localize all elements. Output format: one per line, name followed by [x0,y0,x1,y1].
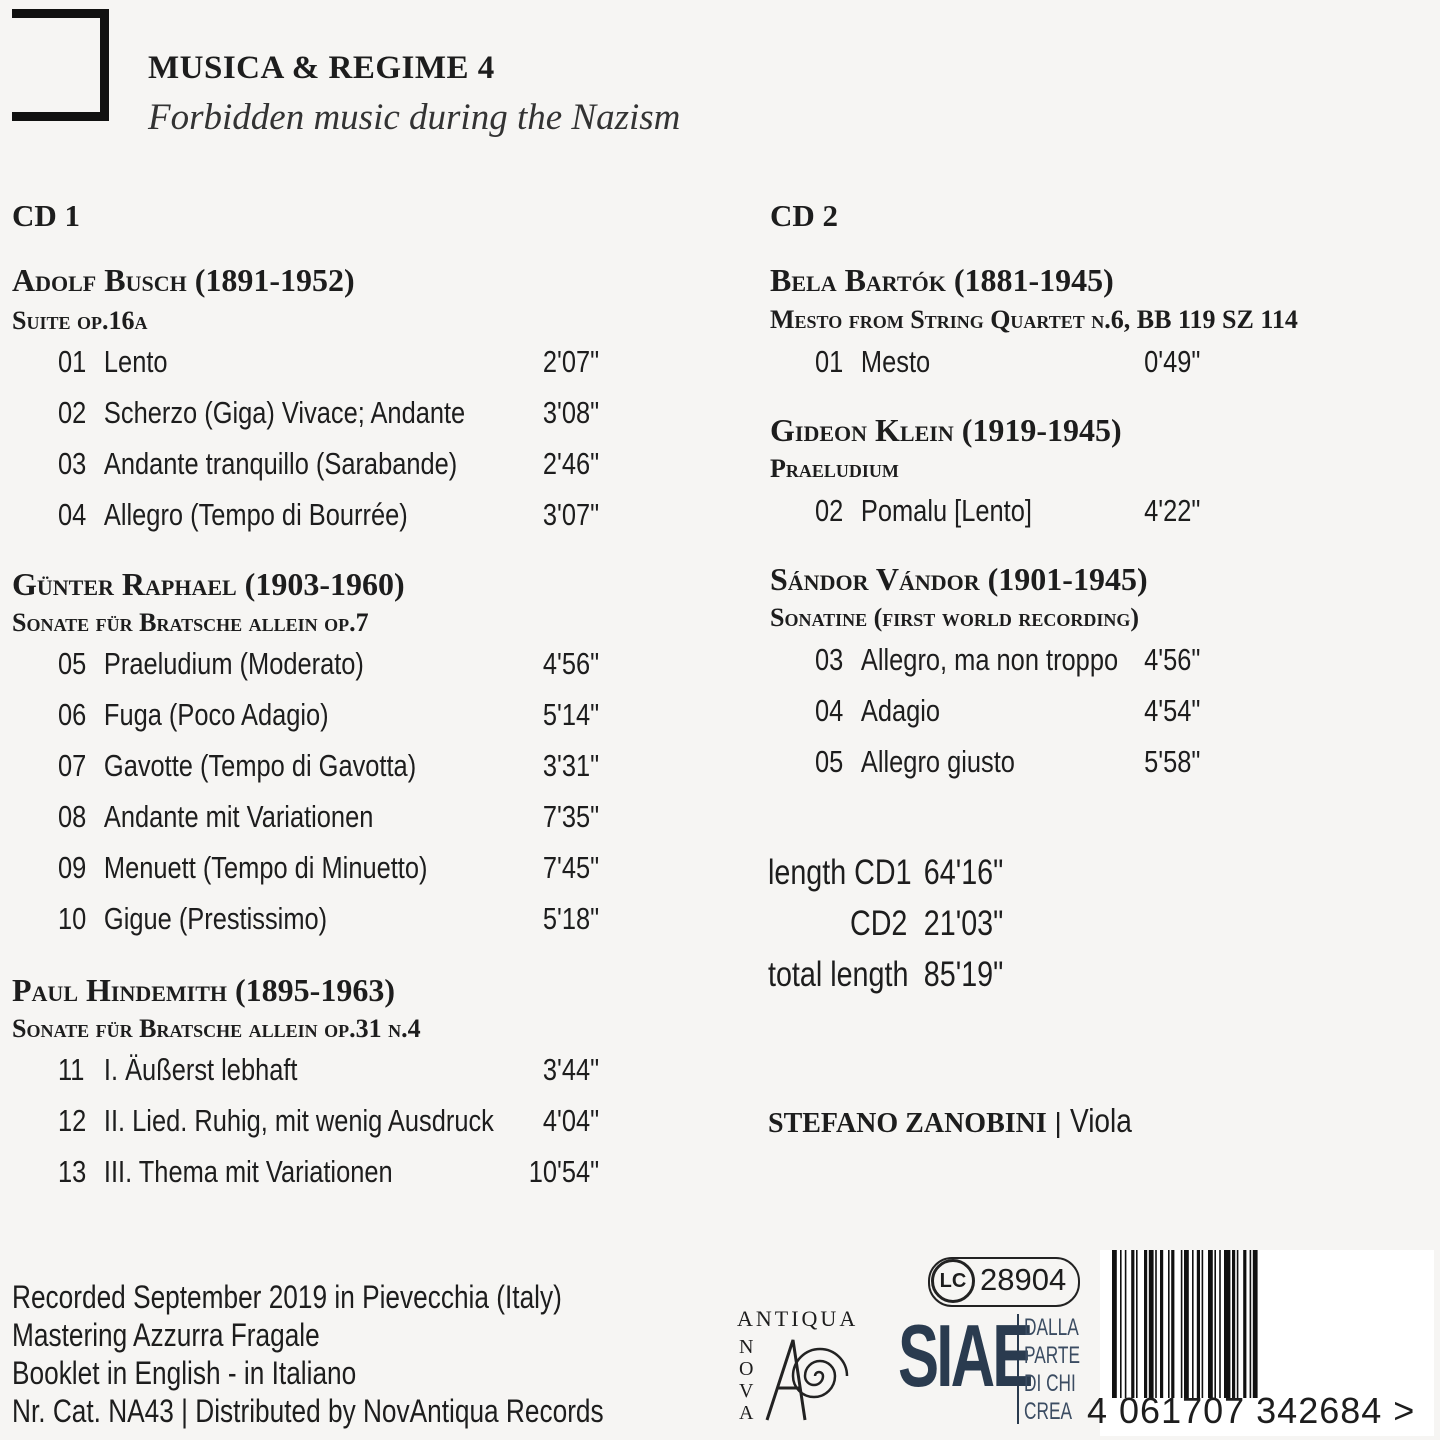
barcode-bar [1112,1250,1117,1398]
novantiqua-logo [737,1306,872,1426]
barcode-bar [1243,1250,1246,1398]
tagline-line: PARTE [1024,1342,1081,1369]
barcode-bar [1155,1250,1157,1398]
composer-raphael: Günter Raphael (1903-1960) [12,566,405,602]
tracklist-klein [815,493,1285,544]
track-row: 12 II. Lied. Ruhig, mit wenig Ausdruck 4'04" [58,1103,600,1138]
cd2-heading: CD 2 [770,198,839,233]
length-summary [768,853,1055,1006]
credit-line: Booklet in English - in Italiano [12,1355,357,1391]
composer-hindemith: Paul Hindemith (1895-1963) [12,972,395,1008]
lc-circle: LC [931,1259,975,1303]
track-row: 02 Pomalu [Lento] 4'22" [815,493,1201,528]
barcode-bar [1237,1250,1239,1398]
barcode-bar [1250,1250,1252,1398]
length-row: CD2 21'03" [849,904,1004,943]
tracklist-raphael [58,646,718,952]
track-row: 09 Menuett (Tempo di Minuetto) 7'45" [58,850,600,885]
series-subtitle: Forbidden music during the Nazism [148,97,681,138]
series-logo [12,9,109,121]
barcode-bar [1219,1250,1221,1398]
tracklist-hindemith [58,1052,718,1205]
tracklist-vandor [815,642,1285,795]
barcode-bar [1149,1250,1154,1398]
series-title: MUSICA & REGIME 4 [148,50,495,86]
performer [768,1102,1142,1140]
barcode-bar [1171,1250,1174,1398]
credit-line: Nr. Cat. NA43 | Distributed by NovAntiqua Records [12,1393,604,1429]
track-row: 06 Fuga (Poco Adagio) 5'14" [58,697,600,732]
track-row: 07 Gavotte (Tempo di Gavotta) 3'31" [58,748,600,783]
barcode-bar [1184,1250,1189,1398]
barcode-bar [1136,1250,1138,1398]
spiral-icon [759,1330,869,1426]
composer-vandor: Sándor Vándor (1901-1945) [770,561,1148,597]
barcode-bar [1253,1250,1258,1398]
track-row: 04 Adagio 4'54" [815,693,1201,728]
work-busch: Suite op.16a [12,306,148,335]
credits [12,1278,604,1430]
work-raphael: Sonate für Bratsche allein op.7 [12,608,369,637]
barcode-bar [1214,1250,1216,1398]
barcode-bar [1125,1250,1127,1398]
composer-klein: Gideon Klein (1919-1945) [770,412,1122,448]
tracklist-bartok [815,344,1285,395]
track-row: 05 Allegro giusto 5'58" [815,744,1201,779]
track-row: 05 Praeludium (Moderato) 4'56" [58,646,600,681]
siae-logo: SIAE [898,1306,1031,1405]
barcode-bar [1181,1250,1183,1398]
tagline-line: CREA [1024,1398,1073,1425]
track-row: 08 Andante mit Variationen 7'35" [58,799,600,834]
cd1-heading: CD 1 [12,198,81,233]
performer-role: Viola [1069,1102,1132,1139]
work-bartok: Mesto from String Quartet n.6, BB 119 SZ 114 [770,305,1298,334]
length-row: length CD1 64'16" [768,853,1004,892]
work-klein: Praeludium [770,454,899,483]
barcode-bar [1168,1250,1170,1398]
barcode-bar [1224,1250,1230,1398]
tagline-line: DI CHI [1024,1370,1076,1397]
track-row: 03 Allegro, ma non troppo 4'56" [815,642,1201,677]
track-row: 10 Gigue (Prestissimo) 5'18" [58,901,600,936]
nova-wordmark: NOVA [739,1336,754,1424]
barcode [1108,1250,1430,1398]
barcode-bar [1120,1250,1122,1398]
credit-line: Mastering Azzurra Fragale [12,1317,320,1353]
length-row: total length 85'19" [768,955,1004,994]
track-row: 13 III. Thema mit Variationen 10'54" [58,1154,600,1189]
credit-line: Recorded September 2019 in Pievecchia (Italy) [12,1279,562,1315]
track-row: 01 Lento 2'07" [58,344,600,379]
barcode-bar [1131,1250,1134,1398]
barcode-bar [1144,1250,1147,1398]
barcode-bar [1192,1250,1194,1398]
composer-busch: Adolf Busch (1891-1952) [12,262,355,298]
performer-name: STEFANO ZANOBINI [768,1108,1047,1139]
tracklist-busch [58,344,718,548]
barcode-bar [1232,1250,1235,1398]
composer-bartok: Bela Bartók (1881-1945) [770,262,1114,298]
barcode-digits: 4 061707 342684 > [1087,1390,1416,1431]
track-row: 02 Scherzo (Giga) Vivace; Andante 3'08" [58,395,600,430]
siae-tagline [1017,1314,1086,1424]
track-row: 11 I. Äußerst lebhaft 3'44" [58,1052,600,1087]
antiqua-wordmark: ANTIQUA [737,1306,859,1331]
track-row: 04 Allegro (Tempo di Bourrée) 3'07" [58,497,600,532]
track-row: 03 Andante tranquillo (Sarabande) 2'46" [58,446,600,481]
barcode-bar [1197,1250,1200,1398]
barcode-bar [1208,1250,1213,1398]
track-row: 01 Mesto 0'49" [815,344,1201,379]
tagline-line: DALLA [1024,1314,1079,1341]
work-vandor: Sonatine (first world recording) [770,603,1139,632]
performer-separator: | [1054,1107,1062,1138]
barcode-bar [1160,1250,1163,1398]
lc-number: 28904 [980,1262,1067,1297]
work-hindemith: Sonate für Bratsche allein op.31 n.4 [12,1014,421,1043]
barcode-bar [1202,1250,1204,1398]
